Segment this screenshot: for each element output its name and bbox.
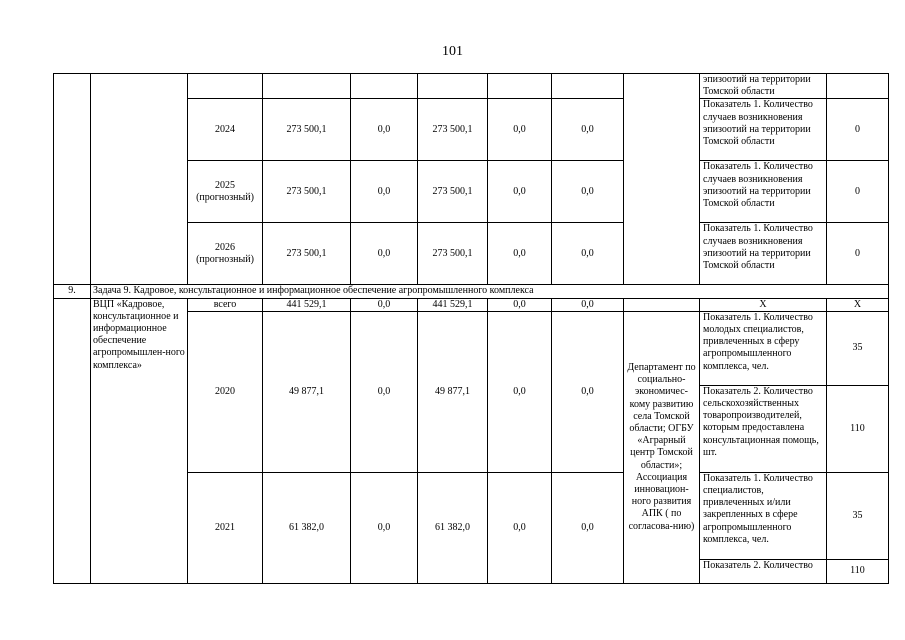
indicator-cell: Показатель 2. Количество сельскохозяйственных товаропроизводителей, которым предоставлена консультационная помощь, шт. [700, 385, 827, 472]
federal-cell: 0,0 [351, 99, 418, 161]
indicator-cell: Показатель 1. Количество случаев возникновения эпизоотий на территории Томской области [700, 223, 827, 285]
year-cell: 2026 (прогнозный) [188, 223, 263, 285]
local-cell: 0,0 [488, 311, 552, 472]
indicator-cell: Показатель 1. Количество молодых специалистов, привлеченных в сферу агропромышленного комплекса, чел. [700, 311, 827, 385]
local-cell: 0,0 [488, 298, 552, 311]
table-row [54, 298, 889, 311]
task-row [54, 285, 889, 298]
value-cell: 0 [827, 99, 889, 161]
program-name: ВЦП «Кадровое, консультационное и информационное обеспечение агропромышлен-ного комплекса» [91, 298, 188, 583]
indicator-cell: Показатель 1. Количество случаев возникновения эпизоотий на территории Томской области [700, 161, 827, 223]
federal-cell: 0,0 [351, 472, 418, 583]
value-cell: 110 [827, 385, 889, 472]
total-cell: 273 500,1 [263, 99, 351, 161]
task-number: 9. [54, 285, 91, 298]
cell-executor [624, 298, 700, 311]
other-cell: 0,0 [552, 99, 624, 161]
program-financing-table [53, 73, 889, 584]
value-cell [827, 74, 889, 99]
other-cell: 0,0 [552, 472, 624, 583]
local-cell: 0,0 [488, 99, 552, 161]
regional-cell: 273 500,1 [418, 161, 488, 223]
year-cell: всего [188, 298, 263, 311]
regional-cell: 49 877,1 [418, 311, 488, 472]
page-number: 101 [442, 44, 463, 59]
indicator-cell: эпизоотий на территории Томской области [700, 74, 827, 99]
indicator-cell: Х [700, 298, 827, 311]
total-cell: 49 877,1 [263, 311, 351, 472]
federal-cell: 0,0 [351, 298, 418, 311]
value-cell: Х [827, 298, 889, 311]
total-cell: 61 382,0 [263, 472, 351, 583]
other-cell: 0,0 [552, 311, 624, 472]
other-cell: 0,0 [552, 298, 624, 311]
total-cell: 441 529,1 [263, 298, 351, 311]
cell-number [54, 298, 91, 583]
regional-cell: 441 529,1 [418, 298, 488, 311]
federal-cell: 0,0 [351, 223, 418, 285]
indicator-cell: Показатель 2. Количество [700, 559, 827, 583]
executor-cell: Департамент по социально-экономичес-кому развитию села Томской области; ОГБУ «Аграрный центр Томской области»; Ассоциация инновацион-ного развития АПК ( по согласова-нию) [624, 311, 700, 583]
year-cell: 2025 (прогнозный) [188, 161, 263, 223]
total-cell: 273 500,1 [263, 223, 351, 285]
value-cell: 0 [827, 161, 889, 223]
task-title: Задача 9. Кадровое, консультационное и информационное обеспечение агропромышленного комплекса [91, 285, 889, 298]
value-cell: 110 [827, 559, 889, 583]
indicator-cell: Показатель 1. Количество случаев возникновения эпизоотий на территории Томской области [700, 99, 827, 161]
year-cell: 2024 [188, 99, 263, 161]
table-row [54, 74, 889, 99]
year-cell: 2020 [188, 311, 263, 472]
total-cell: 273 500,1 [263, 161, 351, 223]
federal-cell: 0,0 [351, 311, 418, 472]
cell-executor [624, 74, 700, 285]
regional-cell: 61 382,0 [418, 472, 488, 583]
local-cell: 0,0 [488, 161, 552, 223]
indicator-cell: Показатель 1. Количество специалистов, привлеченных и/или закрепленных в сфере агропромышленного комплекса, чел. [700, 472, 827, 559]
value-cell: 35 [827, 311, 889, 385]
local-cell: 0,0 [488, 472, 552, 583]
regional-cell: 273 500,1 [418, 223, 488, 285]
local-cell: 0,0 [488, 223, 552, 285]
other-cell: 0,0 [552, 223, 624, 285]
other-cell: 0,0 [552, 161, 624, 223]
value-cell: 0 [827, 223, 889, 285]
regional-cell: 273 500,1 [418, 99, 488, 161]
value-cell: 35 [827, 472, 889, 559]
cell-number [54, 74, 91, 285]
year-cell: 2021 [188, 472, 263, 583]
federal-cell: 0,0 [351, 161, 418, 223]
cell-name [91, 74, 188, 285]
